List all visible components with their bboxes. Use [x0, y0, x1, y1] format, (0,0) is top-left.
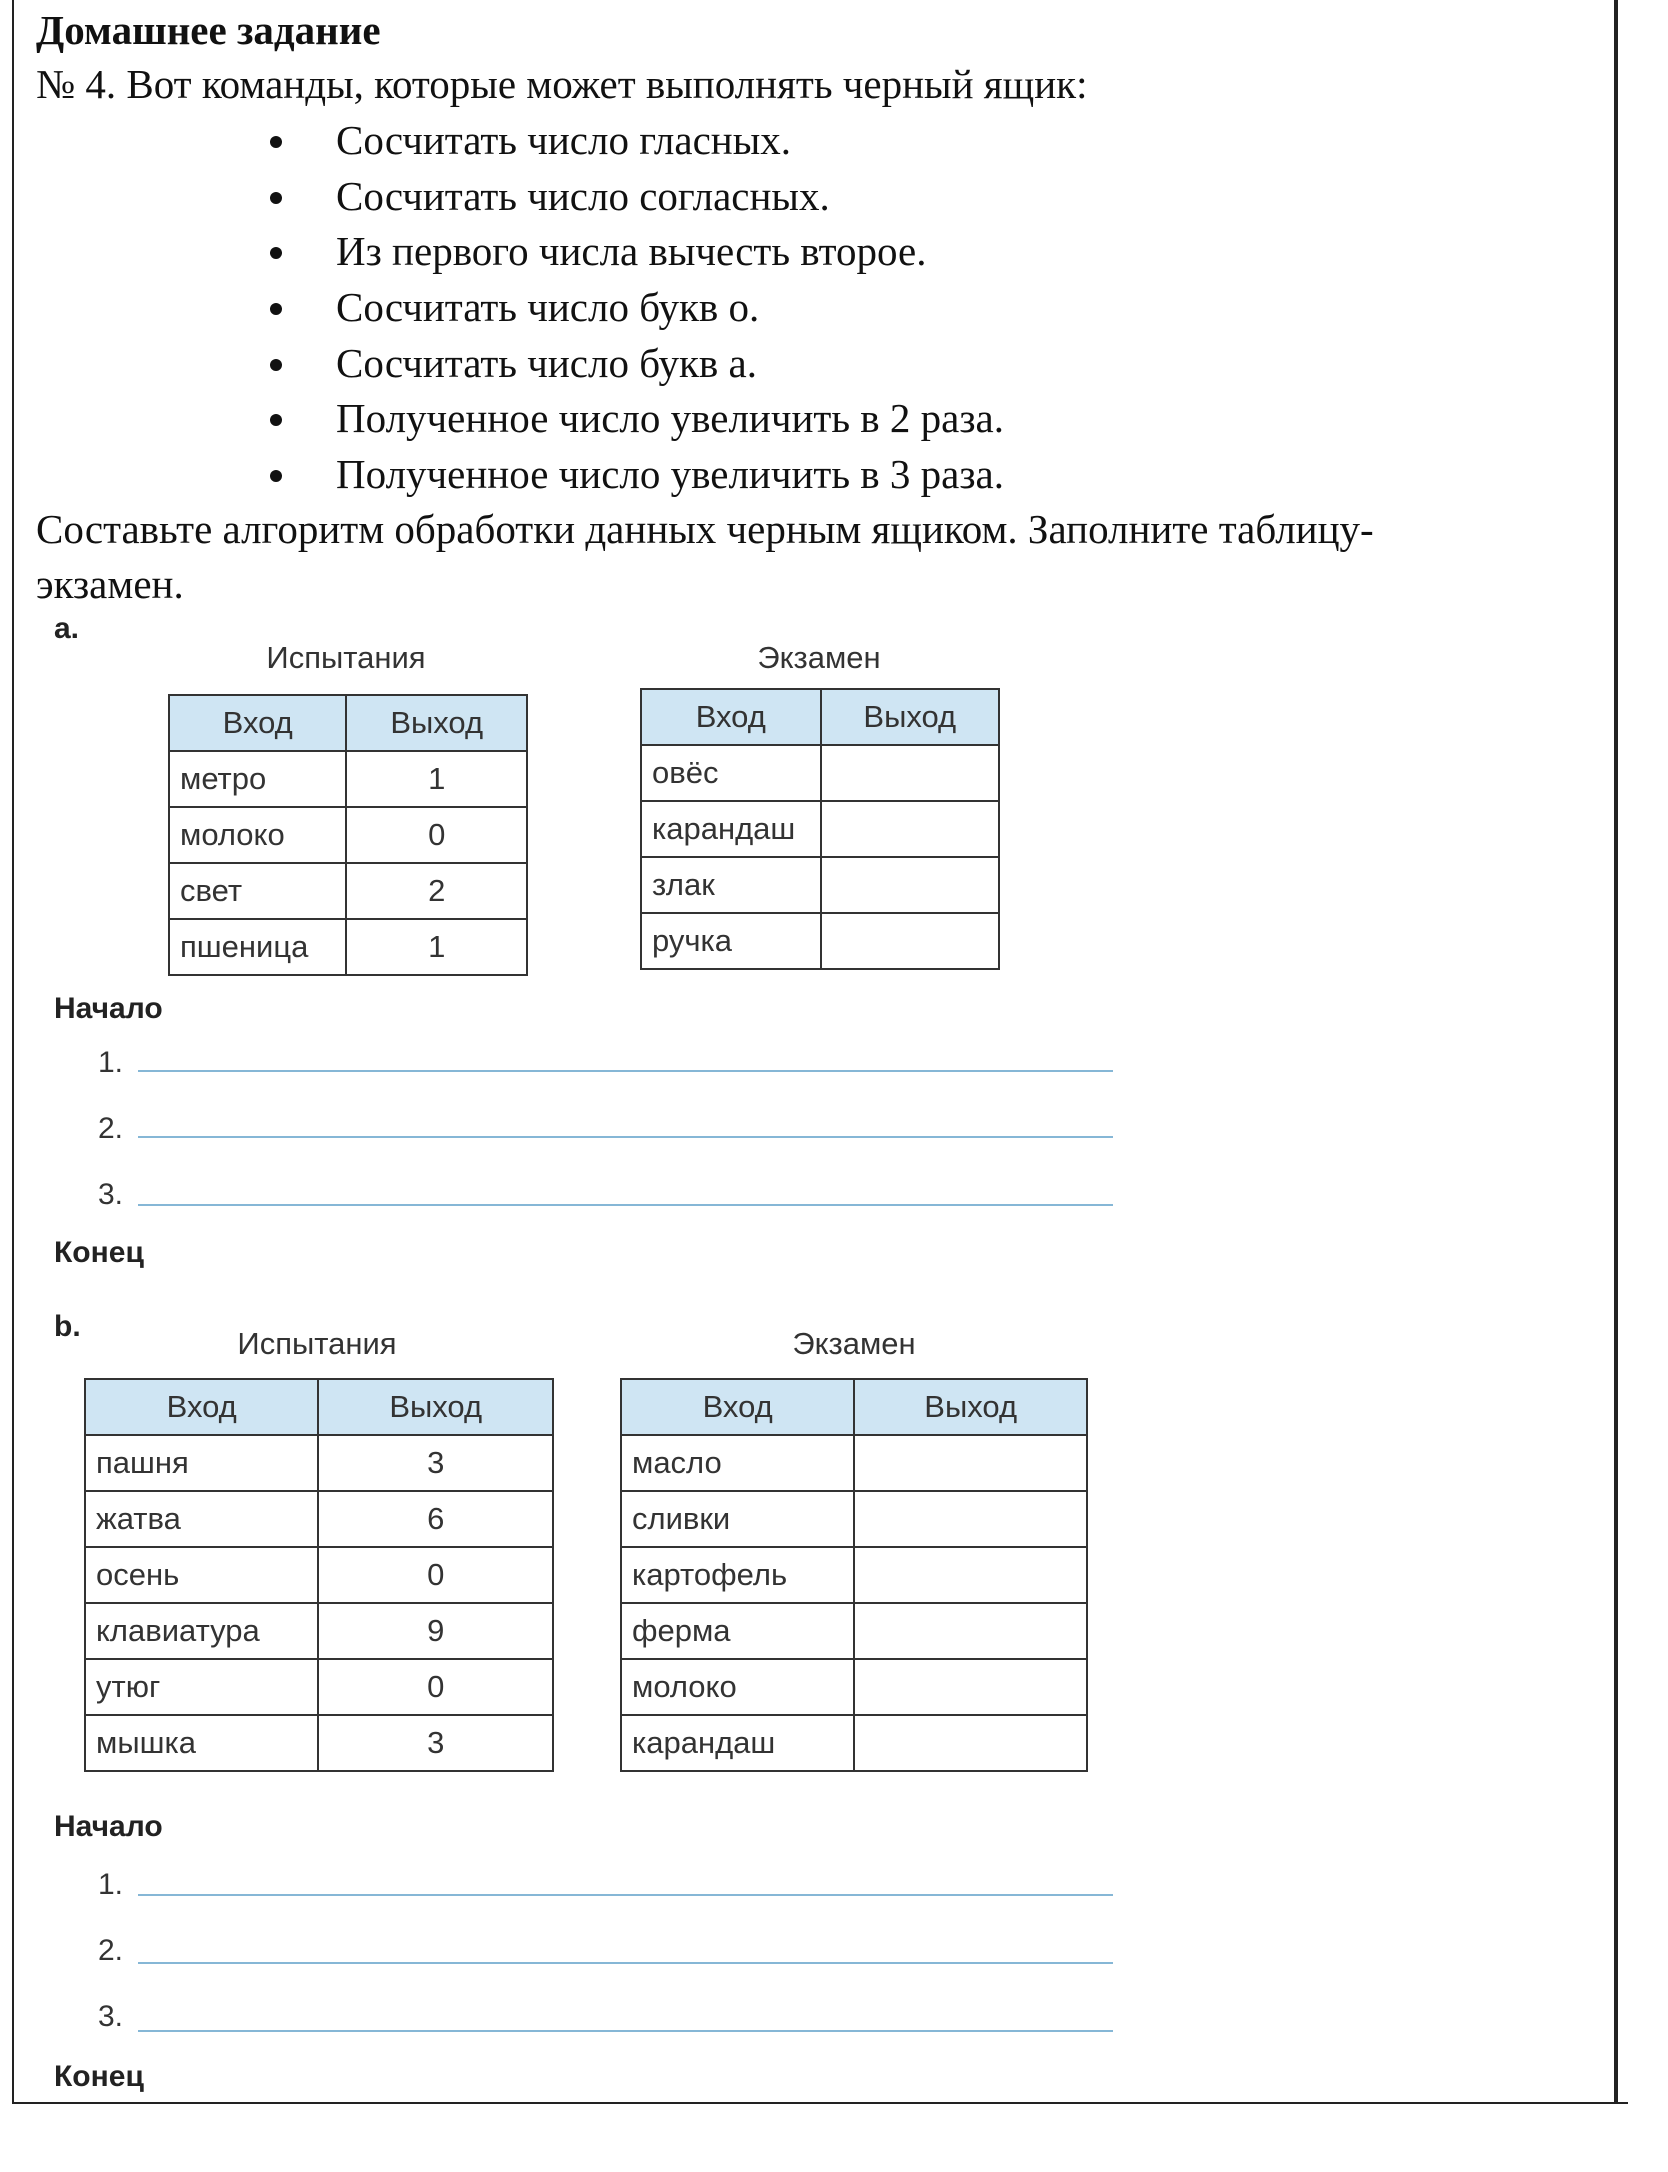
command-item: Полученное число увеличить в 3 раза.: [270, 447, 1004, 503]
command-item: Сосчитать число букв о.: [270, 280, 1004, 336]
input-cell: молоко: [169, 807, 346, 863]
bullet-icon: [270, 359, 282, 371]
table-header-row: [621, 1379, 1087, 1435]
part-a-exam-caption: Экзамен: [757, 640, 881, 675]
table-row: [621, 1659, 1087, 1715]
column-header-input: Вход: [169, 695, 346, 751]
homework-title: Домашнее задание: [36, 7, 381, 53]
output-cell: 2: [346, 863, 527, 919]
table-row: [85, 1603, 553, 1659]
answer-cell[interactable]: [854, 1715, 1087, 1771]
table-row: [641, 801, 999, 857]
instruction-line-2: экзамен.: [36, 561, 184, 607]
table-header-row: [85, 1379, 553, 1435]
step-number: 2.: [98, 1112, 124, 1145]
output-cell: 0: [318, 1659, 553, 1715]
input-cell: ферма: [621, 1603, 854, 1659]
table-row: [85, 1659, 553, 1715]
answer-line[interactable]: [138, 1204, 1113, 1206]
part-b-exam-caption: Экзамен: [792, 1326, 916, 1361]
part-a-exam-table: [640, 688, 1000, 970]
answer-line[interactable]: [138, 2030, 1113, 2032]
part-a-start-label: Начало: [54, 992, 163, 1025]
command-list: [270, 113, 1004, 503]
table-row: [641, 857, 999, 913]
input-cell: карандаш: [641, 801, 821, 857]
output-cell: 9: [318, 1603, 553, 1659]
output-cell: 1: [346, 751, 527, 807]
table-row: [85, 1547, 553, 1603]
table-header-row: [169, 695, 527, 751]
input-cell: ручка: [641, 913, 821, 969]
instruction-line-1: Составьте алгоритм обработки данных черным ящиком. Заполните таблицу-: [36, 506, 1374, 552]
command-item: Полученное число увеличить в 2 раза.: [270, 391, 1004, 447]
bullet-icon: [270, 470, 282, 482]
input-cell: клавиатура: [85, 1603, 318, 1659]
column-header-output: Выход: [318, 1379, 553, 1435]
input-cell: пашня: [85, 1435, 318, 1491]
output-cell: 3: [318, 1435, 553, 1491]
part-b-start-label: Начало: [54, 1810, 163, 1843]
table-row: [621, 1491, 1087, 1547]
output-cell: 0: [346, 807, 527, 863]
answer-line[interactable]: [138, 1894, 1113, 1896]
part-b-label: b.: [54, 1310, 81, 1343]
table-row: [169, 863, 527, 919]
bullet-icon: [270, 414, 282, 426]
answer-cell[interactable]: [821, 745, 999, 801]
table-row: [621, 1603, 1087, 1659]
table-row: [85, 1491, 553, 1547]
answer-line[interactable]: [138, 1962, 1113, 1964]
answer-cell[interactable]: [854, 1603, 1087, 1659]
column-header-input: Вход: [641, 689, 821, 745]
answer-line[interactable]: [138, 1136, 1113, 1138]
table-row: [85, 1715, 553, 1771]
table-row: [169, 807, 527, 863]
table-row: [621, 1547, 1087, 1603]
table-row: [169, 919, 527, 975]
input-cell: осень: [85, 1547, 318, 1603]
input-cell: злак: [641, 857, 821, 913]
part-a-end-label: Конец: [54, 1236, 144, 1269]
step-number: 1.: [98, 1046, 124, 1079]
answer-cell[interactable]: [821, 801, 999, 857]
table-row: [85, 1435, 553, 1491]
task-statement: № 4. Вот команды, которые может выполнять черный ящик:: [36, 61, 1088, 107]
input-cell: пшеница: [169, 919, 346, 975]
output-cell: 1: [346, 919, 527, 975]
command-item: Сосчитать число букв а.: [270, 336, 1004, 392]
input-cell: метро: [169, 751, 346, 807]
step-number: 1.: [98, 1868, 124, 1901]
part-a-trials-table: [168, 694, 528, 976]
answer-cell[interactable]: [821, 913, 999, 969]
command-item: Из первого числа вычесть второе.: [270, 224, 1004, 280]
column-header-output: Выход: [346, 695, 527, 751]
output-cell: 6: [318, 1491, 553, 1547]
bullet-icon: [270, 192, 282, 204]
table-header-row: [641, 689, 999, 745]
table-row: [641, 745, 999, 801]
command-item: Сосчитать число гласных.: [270, 113, 1004, 169]
output-cell: 3: [318, 1715, 553, 1771]
answer-cell[interactable]: [854, 1547, 1087, 1603]
part-b-exam-table: [620, 1378, 1088, 1772]
margin-rule: [1616, 0, 1618, 2104]
column-header-input: Вход: [85, 1379, 318, 1435]
bullet-icon: [270, 247, 282, 259]
step-number: 3.: [98, 1178, 124, 1211]
column-header-output: Выход: [854, 1379, 1087, 1435]
input-cell: сливки: [621, 1491, 854, 1547]
table-row: [621, 1435, 1087, 1491]
input-cell: утюг: [85, 1659, 318, 1715]
step-number: 3.: [98, 2000, 124, 2033]
table-row: [169, 751, 527, 807]
input-cell: овёс: [641, 745, 821, 801]
input-cell: картофель: [621, 1547, 854, 1603]
input-cell: молоко: [621, 1659, 854, 1715]
table-row: [641, 913, 999, 969]
input-cell: свет: [169, 863, 346, 919]
output-cell: 0: [318, 1547, 553, 1603]
bullet-icon: [270, 136, 282, 148]
input-cell: мышка: [85, 1715, 318, 1771]
column-header-input: Вход: [621, 1379, 854, 1435]
command-item: Сосчитать число согласных.: [270, 169, 1004, 225]
part-a-label: a.: [54, 612, 80, 645]
column-header-output: Выход: [821, 689, 999, 745]
input-cell: масло: [621, 1435, 854, 1491]
answer-cell[interactable]: [854, 1491, 1087, 1547]
bullet-icon: [270, 303, 282, 315]
answer-cell[interactable]: [821, 857, 999, 913]
answer-line[interactable]: [138, 1070, 1113, 1072]
part-b-trials-table: [84, 1378, 554, 1772]
frame-corner: [1616, 2102, 1628, 2104]
answer-cell[interactable]: [854, 1659, 1087, 1715]
part-b-end-label: Конец: [54, 2060, 144, 2093]
answer-cell[interactable]: [854, 1435, 1087, 1491]
input-cell: карандаш: [621, 1715, 854, 1771]
part-a-trials-caption: Испытания: [266, 640, 426, 675]
input-cell: жатва: [85, 1491, 318, 1547]
part-b-trials-caption: Испытания: [237, 1326, 397, 1361]
step-number: 2.: [98, 1934, 124, 1967]
table-row: [621, 1715, 1087, 1771]
